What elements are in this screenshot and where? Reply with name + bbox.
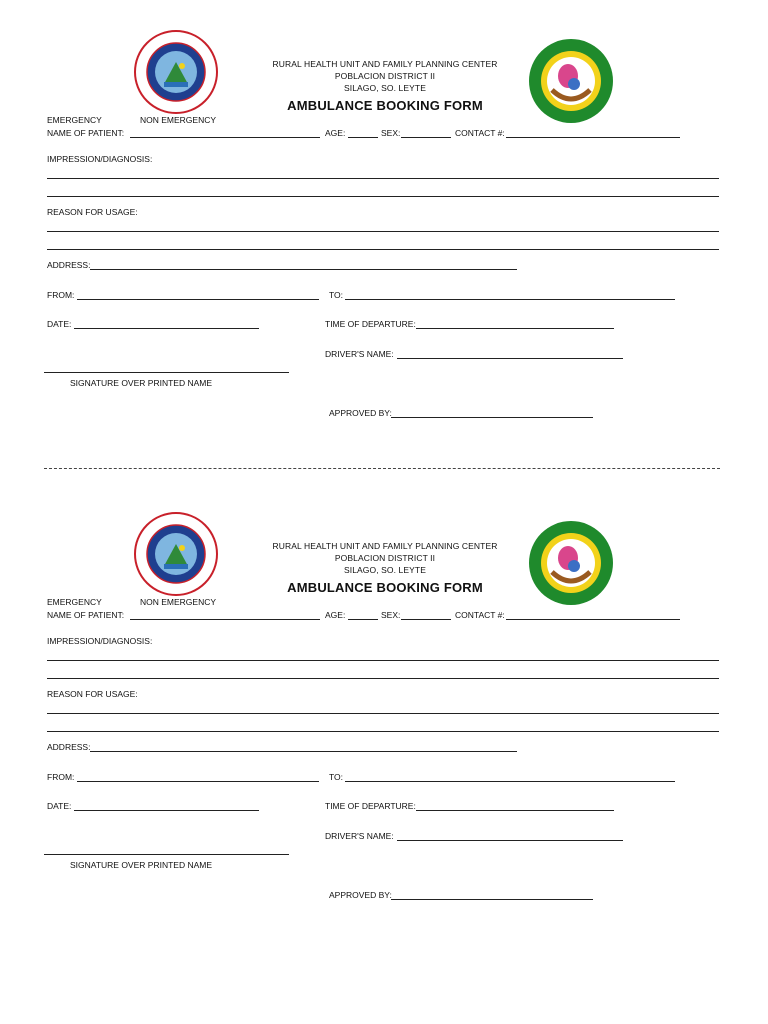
age-field[interactable] bbox=[348, 137, 378, 138]
address-label: ADDRESS: bbox=[47, 260, 91, 270]
to-field[interactable] bbox=[345, 781, 675, 782]
non-emergency-option[interactable]: NON EMERGENCY bbox=[140, 115, 217, 125]
header-line-2: POBLACION DISTRICT II bbox=[334, 553, 436, 563]
impression-field-line-1[interactable] bbox=[47, 178, 719, 179]
contact-label: CONTACT #: bbox=[455, 128, 505, 138]
drivers-name-field[interactable] bbox=[397, 358, 623, 359]
municipality-seal-logo bbox=[134, 512, 218, 596]
signature-field[interactable] bbox=[44, 854, 289, 855]
from-field[interactable] bbox=[77, 299, 319, 300]
to-label: TO: bbox=[329, 290, 344, 300]
time-of-departure-label: TIME OF DEPARTURE: bbox=[325, 801, 416, 811]
form-title: AMBULANCE BOOKING FORM bbox=[287, 98, 483, 113]
booking-form-top bbox=[0, 0, 768, 470]
sex-label: SEX: bbox=[381, 128, 401, 138]
age-label: AGE: bbox=[325, 610, 346, 620]
cut-line-divider bbox=[44, 468, 720, 469]
impression-field-line-2[interactable] bbox=[47, 196, 719, 197]
reason-field-line-2[interactable] bbox=[47, 249, 719, 250]
impression-label: IMPRESSION/DIAGNOSIS: bbox=[47, 636, 153, 646]
date-label: DATE: bbox=[47, 801, 72, 811]
patient-name-field[interactable] bbox=[130, 619, 320, 620]
impression-field-line-2[interactable] bbox=[47, 678, 719, 679]
address-field[interactable] bbox=[90, 269, 517, 270]
non-emergency-option[interactable]: NON EMERGENCY bbox=[140, 597, 217, 607]
signature-label: SIGNATURE OVER PRINTED NAME bbox=[70, 378, 212, 388]
emergency-option[interactable]: EMERGENCY bbox=[47, 597, 102, 607]
rhu-logo bbox=[528, 38, 614, 124]
reason-label: REASON FOR USAGE: bbox=[47, 207, 138, 217]
sex-field[interactable] bbox=[401, 619, 451, 620]
rhu-logo bbox=[528, 520, 614, 606]
impression-field-line-1[interactable] bbox=[47, 660, 719, 661]
header-line-1: RURAL HEALTH UNIT AND FAMILY PLANNING CENTER bbox=[272, 541, 498, 551]
header-line-1: RURAL HEALTH UNIT AND FAMILY PLANNING CENTER bbox=[272, 59, 498, 69]
from-label: FROM: bbox=[47, 772, 75, 782]
header-line-2: POBLACION DISTRICT II bbox=[334, 71, 436, 81]
to-field[interactable] bbox=[345, 299, 675, 300]
patient-name-field[interactable] bbox=[130, 137, 320, 138]
reason-label: REASON FOR USAGE: bbox=[47, 689, 138, 699]
date-field[interactable] bbox=[74, 810, 259, 811]
address-label: ADDRESS: bbox=[47, 742, 91, 752]
patient-name-label: NAME OF PATIENT: bbox=[47, 610, 125, 620]
drivers-name-label: DRIVER'S NAME: bbox=[325, 349, 394, 359]
approved-by-field[interactable] bbox=[391, 417, 593, 418]
drivers-name-label: DRIVER'S NAME: bbox=[325, 831, 394, 841]
age-label: AGE: bbox=[325, 128, 346, 138]
form-header bbox=[250, 540, 520, 595]
patient-name-label: NAME OF PATIENT: bbox=[47, 128, 125, 138]
drivers-name-field[interactable] bbox=[397, 840, 623, 841]
date-field[interactable] bbox=[74, 328, 259, 329]
form-title: AMBULANCE BOOKING FORM bbox=[287, 580, 483, 595]
form-header bbox=[250, 58, 520, 113]
reason-field-line-1[interactable] bbox=[47, 713, 719, 714]
emergency-option[interactable]: EMERGENCY bbox=[47, 115, 102, 125]
reason-field-line-1[interactable] bbox=[47, 231, 719, 232]
booking-form-bottom bbox=[0, 482, 768, 952]
sex-label: SEX: bbox=[381, 610, 401, 620]
age-field[interactable] bbox=[348, 619, 378, 620]
time-of-departure-field[interactable] bbox=[416, 328, 614, 329]
time-of-departure-field[interactable] bbox=[416, 810, 614, 811]
impression-label: IMPRESSION/DIAGNOSIS: bbox=[47, 154, 153, 164]
to-label: TO: bbox=[329, 772, 344, 782]
date-label: DATE: bbox=[47, 319, 72, 329]
from-field[interactable] bbox=[77, 781, 319, 782]
header-line-3: SILAGO, SO. LEYTE bbox=[343, 83, 426, 93]
contact-label: CONTACT #: bbox=[455, 610, 505, 620]
address-field[interactable] bbox=[90, 751, 517, 752]
sex-field[interactable] bbox=[401, 137, 451, 138]
time-of-departure-label: TIME OF DEPARTURE: bbox=[325, 319, 416, 329]
municipality-seal-logo bbox=[134, 30, 218, 114]
contact-field[interactable] bbox=[506, 137, 680, 138]
contact-field[interactable] bbox=[506, 619, 680, 620]
approved-by-field[interactable] bbox=[391, 899, 593, 900]
reason-field-line-2[interactable] bbox=[47, 731, 719, 732]
from-label: FROM: bbox=[47, 290, 75, 300]
signature-label: SIGNATURE OVER PRINTED NAME bbox=[70, 860, 212, 870]
signature-field[interactable] bbox=[44, 372, 289, 373]
approved-by-label: APPROVED BY: bbox=[329, 890, 392, 900]
header-line-3: SILAGO, SO. LEYTE bbox=[343, 565, 426, 575]
approved-by-label: APPROVED BY: bbox=[329, 408, 392, 418]
